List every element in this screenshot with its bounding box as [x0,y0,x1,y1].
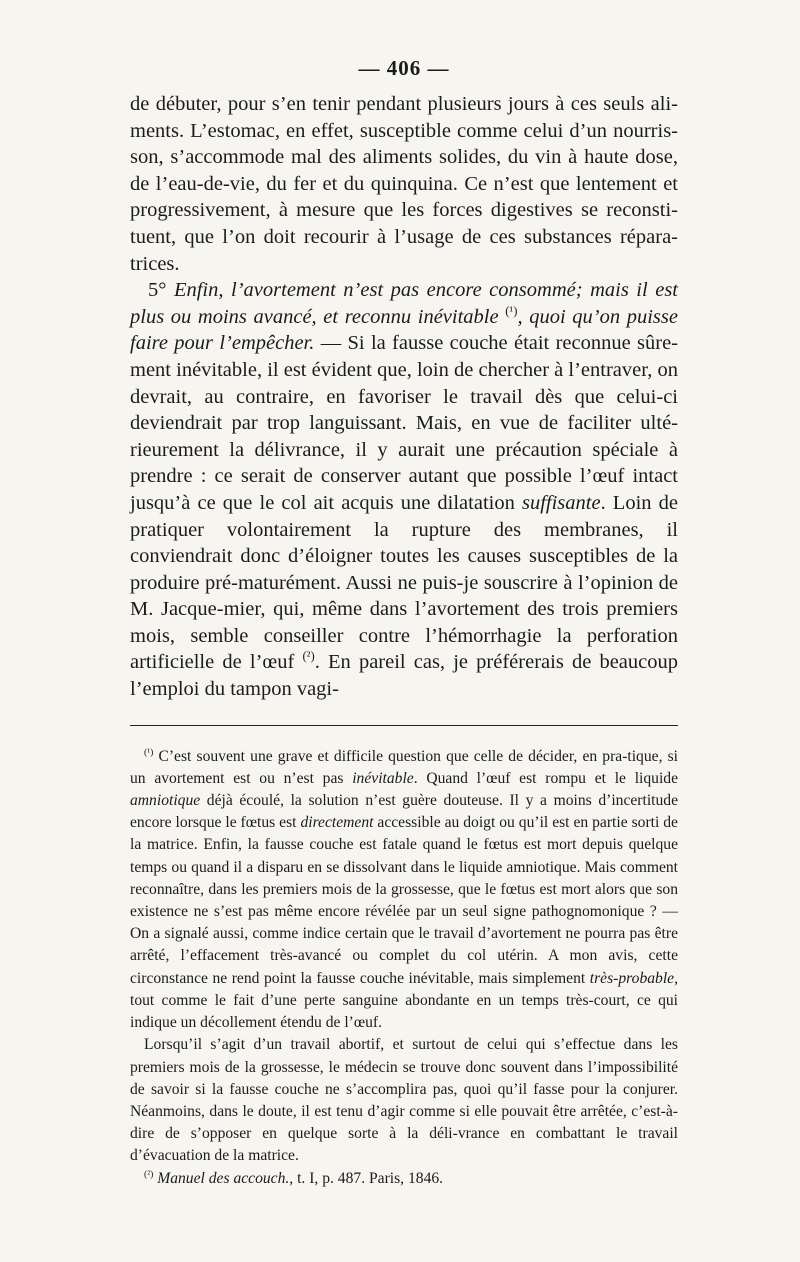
footnote-ref-2: (²) [302,649,315,664]
footnote-2 [130,1168,678,1190]
book-page [130,56,678,1190]
main-text [130,91,678,703]
body-text: . Loin de pratiquer volontairement la rupture des membranes, il conviendrait donc d’éloigner toutes les causes susceptibles de la produire pré-maturément. Aussi ne puis-je souscrire à l’opinion de M. Jacque-mier, qui, même dans l’avortement des trois premiers mois, semble conseiller contre l’hémorrhagie la perforation artificielle de l’œuf [130,491,678,674]
footnote-text: . Quand l’œuf est rompu et le liquide [413,769,679,787]
body-text: . En pareil cas, je préférerais de beaucoup l’emploi du tampon vagi- [130,651,678,701]
footnote-separator [130,725,678,726]
section-heading-end: , quoi qu’on puisse faire pour l’empêcher. [130,305,678,355]
section-number: 5° [148,279,174,302]
footnote-emphasis: très-probable [589,969,675,987]
footnote-1-continued: Lorsqu’il s’agit d’un travail abortif, et surtout de celui qui s’effectue dans les premiers mois de la grossesse, le médecin se trouve donc souvent dans l’impossibilité de savoir si la fausse couche ne s’accomplira pas, quoi qu’il fasse pour la conjurer. Néanmoins, dans le doute, il est tenu d’agir comme si elle pouvait être arrêtée, c’est-à-dire de s’opposer en quelque sorte à la déli-vrance en combattant le travail d’évacuation de la matrice. [130,1036,678,1165]
footnote-mark-2: (²) [144,1168,154,1180]
footnote-text: , t. I, p. 487. Paris, 1846. [289,1169,444,1187]
footnotes [130,746,678,1190]
paragraph-continuation: de débuter, pour s’en tenir pendant plusieurs jours à ces seuls ali-ments. L’estomac, en effet, susceptible comme celui d’un nourris-son, s’accommode mal des aliments solides, du vin à haute dose, de l’eau-de-vie, du fer et du quinquina. Ce n’est que lentement et progressivement, à mesure que les forces digestives se reconsti-tuent, que l’on doit recourir à l’usage de ces substances répara-trices. [130,93,678,275]
page-number: — 406 — [358,56,450,80]
footnote-mark-1: (¹) [144,746,154,758]
section-heading: Enfin, l’avortement n’est pas encore consommé; mais il est plus ou moins avancé, et reconnu inévitable [130,279,678,328]
footnote-2-title: Manuel des accouch. [153,1169,290,1187]
footnote-1 [130,746,678,1035]
footnote-text: , tout comme le fait d’une perte sanguine abondante en un temps très-court, ce qui indique un décollement étendu de l’œuf. [130,969,678,1032]
footnote-ref-1: (¹) [505,303,518,318]
footnote-emphasis: inévitable [352,769,414,787]
emphasis-suffisante: suffisante [521,491,601,514]
footnote-emphasis: amniotique [130,792,201,810]
footnote-text: accessible au doigt ou qu’il est en partie sorti de la matrice. Enfin, la fausse couche est fatale quand le fœtus est mort depuis quelque temps ou quand il a disparu en se dissolvant dans le liquide amniotique. Mais comment reconnaître, dans les premiers mois de la grossesse, que le fœtus est mort alors que son existence ne s’est pas même encore révélée par un seul signe pathognomonique ? — On a signalé aussi, comme indice certain que le travail d’avortement ne pourra pas être arrêté, l’effacement très-avancé ou complet du col utérin. A mon avis, cette circonstance ne rend point la fausse couche inévitable, mais simplement [130,814,678,987]
footnote-text: déjà écoulé, la solution n’est guère douteuse. Il y a moins d’incertitude encore lorsque le fœtus est [130,792,678,832]
paragraph-section-5 [130,277,678,703]
body-text: — Si la fausse couche était reconnue sûre-ment inévitable, il est évident que, loin de chercher à l’entraver, on devrait, au contraire, en favoriser le travail dès que celui-ci deviendrait par trop languissant. Mais, en vue de faciliter ulté-rieurement la délivrance, il y aurait une précaution spéciale à prendre : ce serait de conserver autant que possible l’œuf intact jusqu’à ce que le col ait acquis une dilatation [130,332,678,514]
footnote-text: C’est souvent une grave et difficile question que celle de décider, en pra-tique, si un avortement est ou n’est pas [130,747,678,787]
footnote-emphasis: directement [300,814,374,832]
